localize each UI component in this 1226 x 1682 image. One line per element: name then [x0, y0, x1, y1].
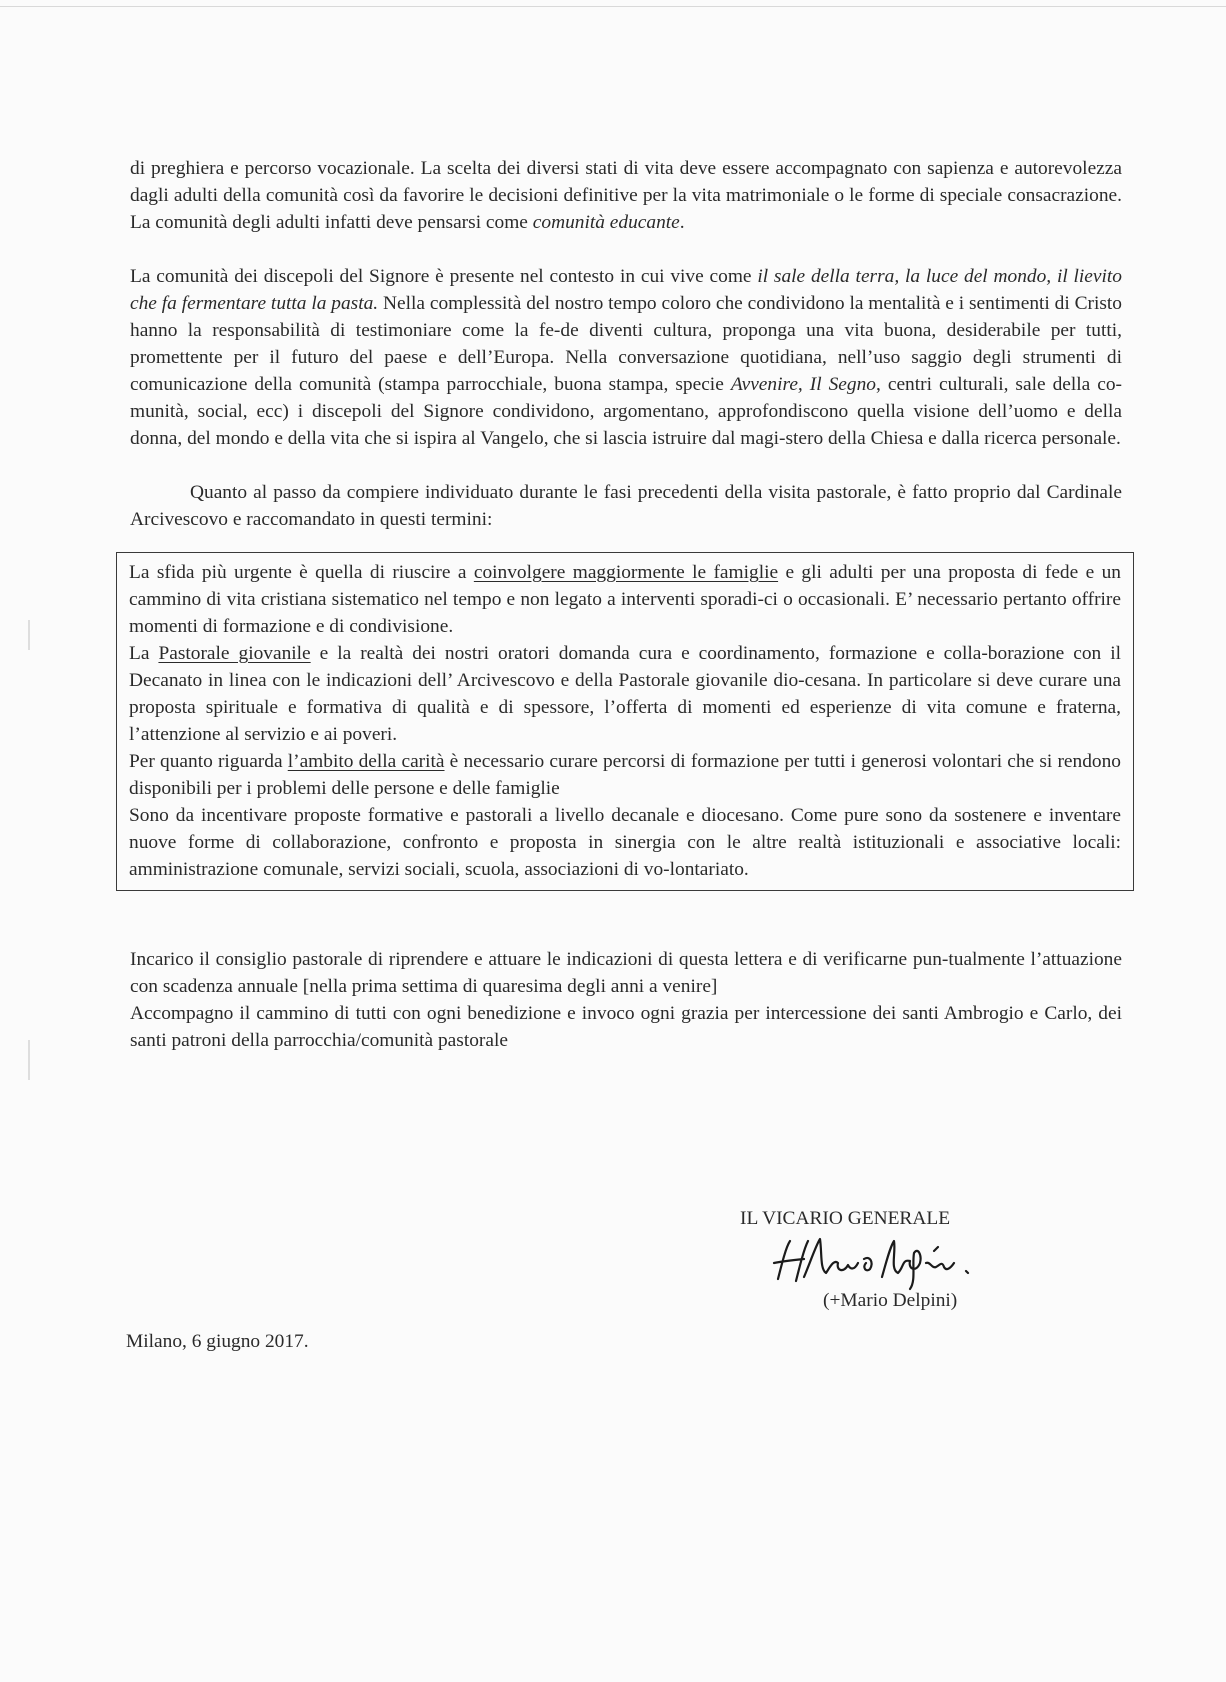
signer-name: (+Mario Delpini) [823, 1290, 958, 1311]
underlined-phrase: Pastorale giovanile [158, 643, 311, 664]
scan-edge-line [0, 6, 1226, 7]
paragraph-3: Quanto al passo da compiere individuato durante le fasi precedenti della visita pastorale, è fatto proprio dal Cardinale Arcivescovo e raccomandato in questi termini: [130, 482, 1122, 530]
italic-phrase: comunità educante [532, 212, 680, 233]
recommendations-box [116, 552, 1134, 891]
underlined-phrase: l’ambito della carità [287, 751, 445, 772]
box-paragraph-collaboration: Sono da incentivare proposte formative e pastorali a livello decanale e diocesano. Come pure sono da sostenere e inventare nuove forme di collaborazione, confronto e proposta in sinergia con le altre realtà istituzionali e associative locali: amministrazione comunale, servizi sociali, scuola, associazioni di vo-lontariato. [129, 805, 1121, 880]
italic-phrase: il sale della terra, la luce del mondo, il lievito che fa fermentare tutta la pasta. [130, 266, 1122, 314]
letter-body [130, 155, 1122, 1054]
underlined-phrase: coinvolgere maggiormente le famiglie [473, 562, 779, 583]
handwritten-signature-icon [770, 1233, 980, 1293]
box-paragraph-charity: Per quanto riguarda l’ambito della carità è necessario curare percorsi di formazione per tutti i generosi volontari che si rendono disponibili per i problemi delle persone e delle famiglie [129, 751, 1121, 799]
margin-mark [28, 620, 30, 650]
signer-title: IL VICARIO GENERALE [740, 1208, 951, 1229]
date-place: Milano, 6 giugno 2017. [126, 1331, 309, 1352]
box-paragraph-youth: La Pastorale giovanile e la realtà dei nostri oratori domanda cura e coordinamento, formazione e colla-borazione con il Decanato in linea con le indicazioni dell’ Arcivescovo e della Pastorale giovanile dio-cesana. In particolare si deve curare una proposta spirituale e formativa di qualità e di spessore, l’offerta di momenti ed esperienze di vita comune e fraterna, l’attenzione al servizio e ai poveri. [129, 643, 1121, 745]
paragraph-2: La comunità dei discepoli del Signore è presente nel contesto in cui vive come il sale della terra, la luce del mondo, il lievito che fa fermentare tutta la pasta. Nella complessità del nostro tempo coloro che condividono la mentalità e i sentimenti di Cristo hanno la responsabilità di testimoniare come la fe-de diventi cultura, proponga una vita buona, desiderabile per tutti, promettente per il futuro del paese e dell’Europa. Nella conversazione quotidiana, nell’uso saggio degli strumenti di comunicazione della comunità (stampa parrocchiale, buona stampa, specie Avvenire, Il Segno, centri culturali, sale della co-munità, social, ecc) i discepoli del Signore condividono, argomentano, approfondiscono quella visione dell’uomo e della donna, del mondo e della vita che si ispira al Vangelo, che si lascia istruire dal magi-stero della Chiesa e dalla ricerca personale. [130, 266, 1123, 449]
spacer [130, 236, 1122, 263]
box-paragraph-families: La sfida più urgente è quella di riuscire a coinvolgere maggiormente le famiglie e gli adulti per una proposta di fede e un cammino di vita cristiana sistematico nel tempo e non legato a interventi sporadi-ci o occasionali. E’ necessario pertanto offrire momenti di formazione e di condivisione. [129, 562, 1121, 637]
signature-block [740, 1205, 1040, 1311]
spacer [130, 452, 1122, 479]
paragraph-5: Accompagno il cammino di tutti con ogni benedizione e invoco ogni grazia per intercessione dei santi Ambrogio e Carlo, dei santi patroni della parrocchia/comunità pastorale [130, 1003, 1122, 1051]
paragraph-4: Incarico il consiglio pastorale di riprendere e attuare le indicazioni di questa lettera e di verificarne pun-tualmente l’attuazione con scadenza annuale [nella prima settima di quaresima degli anni a venire] [130, 949, 1122, 997]
italic-phrase: Avvenire, Il Segno [730, 374, 876, 395]
margin-mark [28, 1040, 30, 1080]
paragraph-1: di preghiera e percorso vocazionale. La scelta dei diversi stati di vita deve essere accompagnato con sapienza e autorevolezza dagli adulti della comunità così da favorire le decisioni definitive per la vita matrimoniale o le forme di speciale consacrazione. La comunità degli adulti infatti deve pensarsi come comunità educante. [130, 158, 1122, 233]
